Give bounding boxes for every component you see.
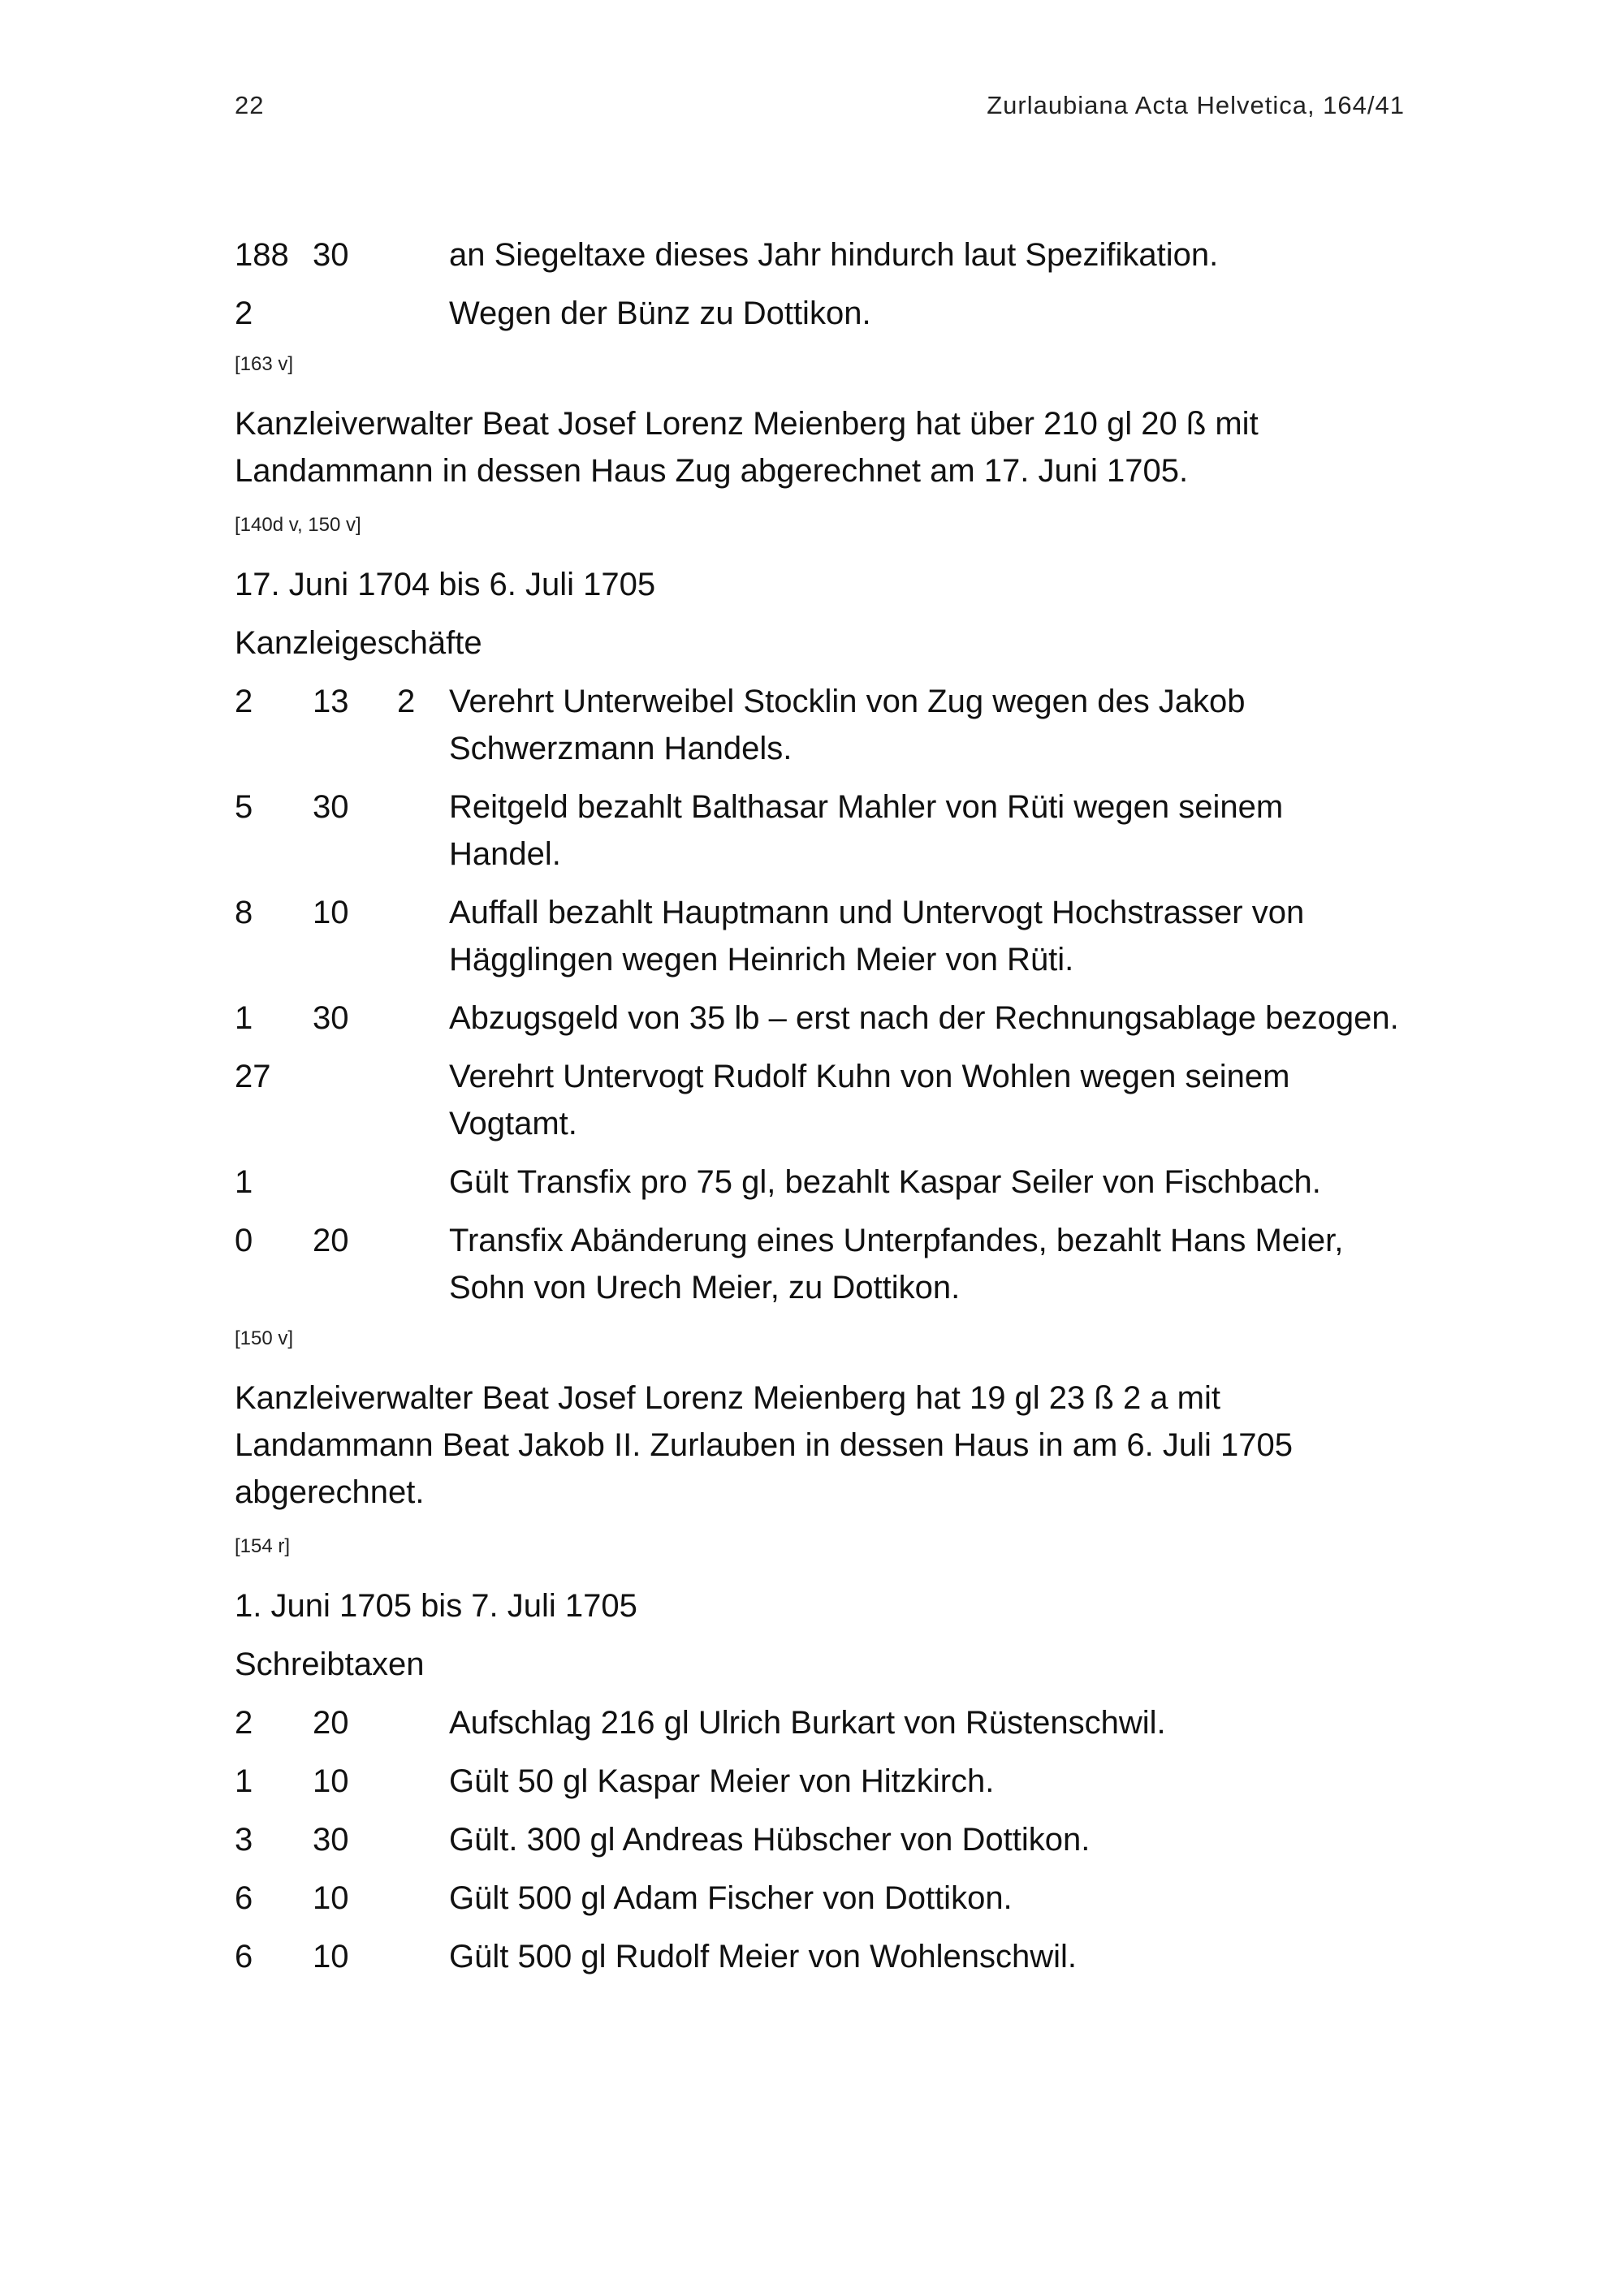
entry-row (235, 1053, 1404, 1147)
settlement-paragraph: Kanzleiverwalter Beat Josef Lorenz Meienberg hat über 210 gl 20 ß mit Landammann in dessen Haus Zug abgerechnet am 17. Juni 1705. (235, 406, 1259, 489)
amount-col-3 (397, 1933, 449, 1980)
page-header (235, 91, 1405, 132)
amount-col-1: 2 (235, 1705, 253, 1741)
amount-col-3 (397, 1758, 449, 1805)
entry-text: Gült 500 gl Rudolf Meier von Wohlenschwil. (449, 1939, 1077, 1974)
entry-row (235, 1816, 1404, 1863)
amount-col-3 (397, 995, 449, 1042)
amount-col-3 (397, 231, 449, 278)
amount-col-3 (397, 1053, 449, 1147)
amount-col-3 (397, 1875, 449, 1922)
settlement-paragraph: Kanzleiverwalter Beat Josef Lorenz Meienberg hat 19 gl 23 ß 2 a mit Landammann Beat Jakob II. Zurlauben in dessen Haus in am 6. Juli 1705 abgerechnet. (235, 1380, 1294, 1510)
entry-text: Transfix Abänderung eines Unterpfandes, bezahlt Hans Meier, Sohn von Urech Meier, zu Dottikon. (449, 1223, 1344, 1306)
entry-list (235, 1699, 1404, 1980)
entry-row (235, 290, 1404, 337)
amount-col-2: 10 (313, 1939, 349, 1974)
amount-col-3 (397, 783, 449, 878)
amount-col-2 (313, 1053, 397, 1147)
entry-row (235, 1699, 1404, 1746)
entry-text: Wegen der Bünz zu Dottikon. (449, 296, 871, 331)
amount-col-1: 6 (235, 1939, 253, 1974)
amount-col-3 (397, 889, 449, 983)
amount-col-1: 27 (235, 1059, 271, 1094)
entry-text: Aufschlag 216 gl Ulrich Burkart von Rüstenschwil. (449, 1705, 1166, 1741)
entry-row (235, 231, 1404, 278)
entry-text: Abzugsgeld von 35 lb – erst nach der Rechnungsablage bezogen. (449, 1000, 1399, 1036)
page-content (235, 231, 1404, 1992)
amount-col-2: 30 (313, 789, 349, 825)
amount-col-2: 10 (313, 1880, 349, 1916)
amount-col-1: 188 (235, 237, 289, 273)
entry-row (235, 678, 1404, 772)
amount-col-1: 1 (235, 1000, 253, 1036)
amount-col-1: 6 (235, 1880, 253, 1916)
running-title: Zurlaubiana Acta Helvetica, 164/41 (987, 91, 1405, 119)
entry-text: an Siegeltaxe dieses Jahr hindurch laut Spezifikation. (449, 237, 1219, 273)
amount-col-1: 8 (235, 895, 253, 930)
folio-reference: [140d v, 150 v] (235, 514, 361, 536)
amount-col-3 (397, 1159, 449, 1206)
amount-col-1: 1 (235, 1763, 253, 1799)
amount-col-3 (397, 1217, 449, 1311)
amount-col-2: 20 (313, 1705, 349, 1741)
entry-text: Reitgeld bezahlt Balthasar Mahler von Rüti wegen seinem Handel. (449, 789, 1284, 872)
entry-row (235, 783, 1404, 878)
entry-text: Auffall bezahlt Hauptmann und Untervogt Hochstrasser von Hägglingen wegen Heinrich Meier von Rüti. (449, 895, 1305, 978)
amount-col-3 (397, 1816, 449, 1863)
amount-col-1: 2 (235, 296, 253, 331)
entry-text: Gült. 300 gl Andreas Hübscher von Dottikon. (449, 1822, 1091, 1858)
entry-row (235, 1875, 1404, 1922)
amount-col-2 (313, 1159, 397, 1206)
entry-list (235, 231, 1404, 337)
entry-text: Verehrt Untervogt Rudolf Kuhn von Wohlen wegen seinem Vogtamt. (449, 1059, 1290, 1142)
amount-col-2: 13 (313, 684, 349, 719)
amount-col-1: 5 (235, 789, 253, 825)
entry-row (235, 1933, 1404, 1980)
amount-col-2: 10 (313, 895, 349, 930)
amount-col-2: 30 (313, 1822, 349, 1858)
amount-col-2: 20 (313, 1223, 349, 1258)
amount-col-1: 0 (235, 1223, 253, 1258)
page-number: 22 (235, 91, 265, 119)
amount-col-2 (313, 290, 397, 337)
amount-col-2: 10 (313, 1763, 349, 1799)
folio-reference: [163 v] (235, 353, 294, 375)
amount-col-3 (397, 1699, 449, 1746)
amount-col-3 (397, 290, 449, 337)
entry-text: Gült 500 gl Adam Fischer von Dottikon. (449, 1880, 1013, 1916)
section-heading: Kanzleigeschäfte (235, 625, 482, 661)
amount-col-2: 30 (313, 1000, 349, 1036)
entry-list (235, 678, 1404, 1311)
folio-reference: [150 v] (235, 1327, 294, 1349)
amount-col-1: 2 (235, 684, 253, 719)
entry-row (235, 995, 1404, 1042)
section-heading: Schreibtaxen (235, 1646, 425, 1682)
entry-row (235, 1758, 1404, 1805)
entry-row (235, 889, 1404, 983)
period-line: 17. Juni 1704 bis 6. Juli 1705 (235, 567, 656, 602)
amount-col-1: 3 (235, 1822, 253, 1858)
amount-col-3: 2 (397, 684, 416, 719)
entry-text: Verehrt Unterweibel Stocklin von Zug wegen des Jakob Schwerzmann Handels. (449, 684, 1246, 766)
folio-reference: [154 r] (235, 1535, 291, 1557)
entry-row (235, 1159, 1404, 1206)
entry-text: Gült Transfix pro 75 gl, bezahlt Kaspar Seiler von Fischbach. (449, 1164, 1321, 1200)
period-line: 1. Juni 1705 bis 7. Juli 1705 (235, 1588, 637, 1624)
amount-col-1: 1 (235, 1164, 253, 1200)
entry-text: Gült 50 gl Kaspar Meier von Hitzkirch. (449, 1763, 995, 1799)
entry-row (235, 1217, 1404, 1311)
amount-col-2: 30 (313, 237, 349, 273)
